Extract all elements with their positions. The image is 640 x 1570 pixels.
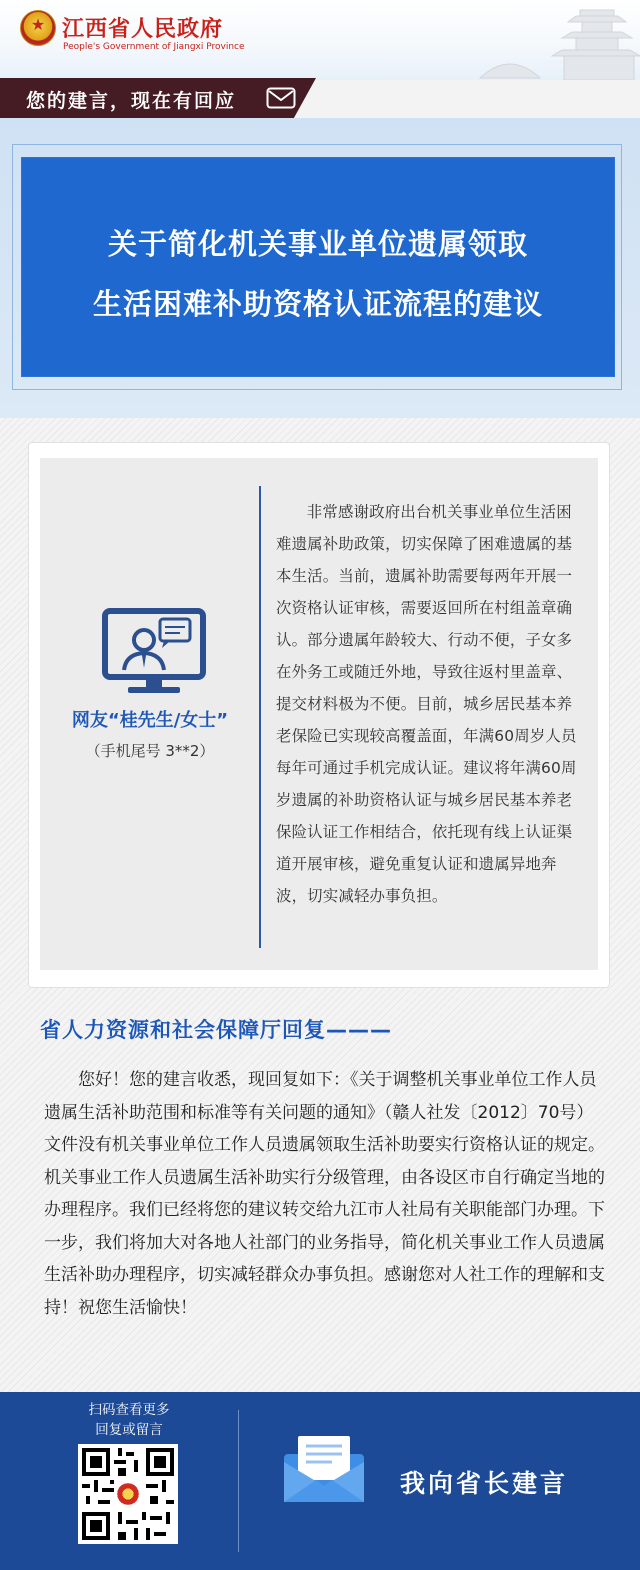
hero-title-line2: 生活困难补助资格认证流程的建议 (92, 287, 543, 321)
hero-title-line1: 关于简化机关事业单位遗属领取 (107, 227, 528, 261)
suggestion-author: 网友“桂先生/女士” (71, 710, 229, 731)
site-name: 江西省人民政府 (62, 17, 224, 42)
envelope-icon (282, 1432, 366, 1504)
qr-caption-line2: 回复或留言 (95, 1422, 163, 1438)
qr-caption-line1: 扫码查看更多 (88, 1402, 170, 1418)
monitor-person-icon (102, 608, 206, 696)
suggest-to-governor-button[interactable]: 我向省长建言 (400, 1469, 569, 1498)
reply-content: 您好！您的建言收悉，现回复如下：《关于调整机关事业单位工作人员遗属生活补助范围和标准等有关问题的通知》（赣人社发〔2012〕70号）文件没有机关事业单位工作人员遗属领取生活补助要实行资格认证的规定。机关事业工作人员遗属生活补助实行分级管理，由各设区市自行确定当地的办理程序。我们已经将您的建议转交给九江市人社局有关职能部门办理。下一步，我们将加大对各地人社部门的业务指导，简化机关事业工作人员遗属生活补助办理程序，切实减轻群众办事负担。感谢您对人社工作的理解和支持！祝您生活愉快！ (44, 1070, 605, 1318)
reply-heading: 省人力资源和社会保障厅回复——— (40, 1018, 392, 1042)
banner (0, 78, 640, 118)
suggestion-content: 非常感谢政府出台机关事业单位生活困难遗属补助政策，切实保障了困难遗属的基本生活。当前，遗属补助需要每两年开展一次资格认证审核，需要返回所在村组盖章确认。部分遗属年龄较大、行动不便，子女多在外务工或随迁外地，导致往返村里盖章、提交材料极为不便。目前，城乡居民基本养老保险已实现较高覆盖面，年满60周岁人员每年可通过手机完成认证。建议将年满60周岁遗属的补助资格认证与城乡居民基本养老保险认证工作相结合，依托现有线上认证渠道开展审核，避免重复认证和遗属异地奔波，切实减轻办事负担。 (276, 503, 577, 905)
national-emblem-icon (20, 10, 56, 46)
qr-caption (68, 1400, 190, 1440)
hero-section (0, 118, 640, 418)
banner-text: 您的建言，现在有回应 (26, 90, 237, 112)
site-name-en: People's Government of Jiangxi Province (63, 42, 245, 52)
qr-code[interactable] (78, 1444, 178, 1544)
author-phone: （手机尾号 3**2） (85, 742, 215, 760)
pavilion-skyline-icon (440, 0, 640, 80)
top-header (0, 0, 640, 80)
mail-icon (266, 87, 296, 109)
footer-divider (238, 1410, 239, 1552)
hero-title-box (22, 158, 614, 376)
footer (0, 1392, 640, 1570)
